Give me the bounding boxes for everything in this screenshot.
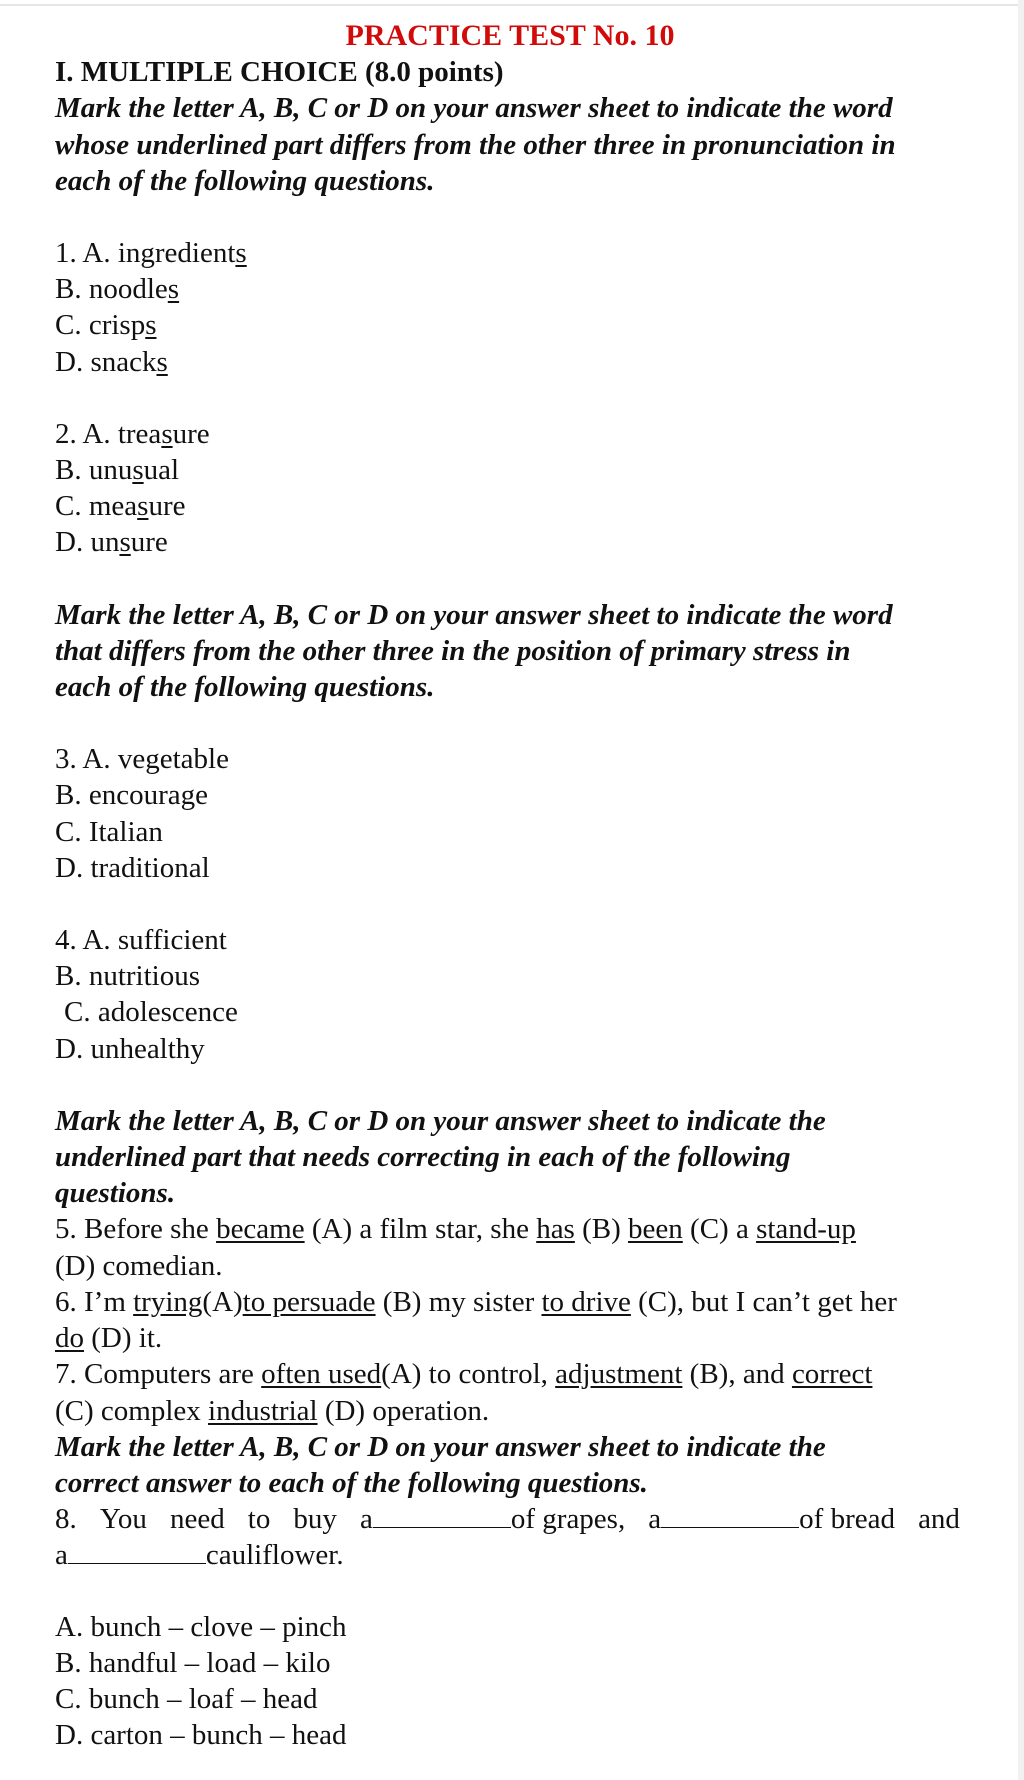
instruction-correcting: Mark the letter A, B, C or D on your answer sheet to indicate the underlined part that needs correcting in each of the following questions. (55, 1104, 826, 1210)
question-4 (55, 922, 965, 1067)
top-divider (0, 4, 1024, 6)
instruction-stress: Mark the letter A, B, C or D on your answer sheet to indicate the word that differs from the other three in the position of primary stress in each of the following questions. (55, 598, 893, 704)
option: D. unsure (55, 526, 168, 559)
option: C. bunch – loaf – head (55, 1682, 318, 1715)
option: D. traditional (55, 851, 210, 884)
instruction-pronunciation: Mark the letter A, B, C or D on your answer sheet to indicate the word whose underlined part differs from the other three in pronunciation in each of the following questions. (55, 92, 896, 197)
option: B. nutritious (55, 960, 201, 993)
question-8-line-1: 8. You need to buy a of grapes, a of bread and (55, 1503, 960, 1536)
page-title: PRACTICE TEST No. 10 (345, 19, 675, 52)
option: D. unhealthy (55, 1032, 205, 1065)
option: D. snacks (55, 345, 168, 378)
instruction-correct-answer: Mark the letter A, B, C or D on your answer sheet to indicate the correct answer to each of the following questions. (55, 1430, 826, 1499)
question-2 (55, 416, 965, 561)
option: 3. A. vegetable (55, 743, 229, 776)
answer-blank (373, 1503, 511, 1528)
test-content (55, 18, 965, 1753)
question-7: 7. Computers are often used(A) to control, adjustment (B), and correct (C) complex industrial (D) operation. (55, 1358, 873, 1427)
option: D. carton – bunch – head (55, 1719, 347, 1752)
question-8 (55, 1501, 965, 1753)
option: B. unusual (55, 454, 180, 487)
question-3 (55, 741, 965, 886)
question-8-line-2: a cauliflower. (55, 1539, 344, 1572)
option: B. noodles (55, 273, 180, 306)
section-heading: I. MULTIPLE CHOICE (8.0 points) (55, 56, 504, 89)
option: C. measure (55, 490, 186, 523)
question-5: 5. Before she became (A) a film star, she has (B) been (C) a stand-up (D) comedian. (55, 1213, 856, 1282)
option: B. handful – load – kilo (55, 1646, 331, 1679)
answer-blank (68, 1539, 206, 1564)
option: 2. A. treasure (55, 417, 210, 450)
option: C. crisps (55, 309, 157, 342)
question-6: 6. I’m trying(A)to persuade (B) my sister to drive (C), but I can’t get her do (D) it. (55, 1285, 897, 1355)
option: C. adolescence (64, 996, 238, 1029)
option: A. bunch – clove – pinch (55, 1610, 347, 1643)
question-1 (55, 235, 965, 380)
option: 1. A. ingredients (55, 237, 247, 270)
option: C. Italian (55, 815, 163, 848)
option: B. encourage (55, 779, 208, 812)
answer-blank (661, 1503, 799, 1528)
option: 4. A. sufficient (55, 924, 227, 957)
right-edge (1018, 0, 1024, 1780)
